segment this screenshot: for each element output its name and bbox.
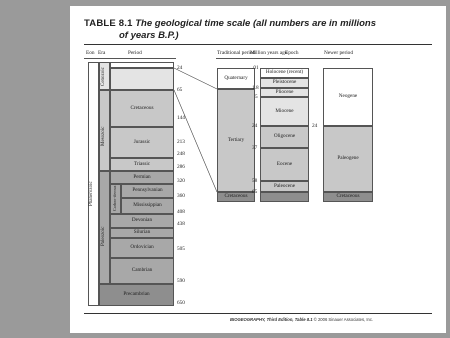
- epoch-holocene-label: Holocene (recent): [265, 69, 304, 76]
- epoch-age-label: 65: [252, 189, 258, 195]
- credit-copyright: © 2006 Sinauer Associates, Inc.: [313, 317, 374, 322]
- epoch-pleistocene: [260, 78, 309, 88]
- epoch-age-label: 1.8: [252, 85, 259, 91]
- epoch-oligocene: [260, 126, 309, 148]
- epoch-holocene: [260, 68, 309, 78]
- age-label: 144: [177, 115, 185, 121]
- header-traditional-period: Traditional period: [217, 50, 256, 56]
- epoch-eocene: [260, 148, 309, 181]
- newer-neogene-label: Neogene: [338, 93, 358, 100]
- traditional-quaternary-label: Quaternary: [224, 74, 248, 81]
- epoch-paleocene-label: Paleocene: [273, 182, 296, 189]
- epoch-pleistocene-label: Pleistocene: [272, 79, 297, 86]
- period-permian-label: Permian: [133, 173, 151, 180]
- footer-rule: [84, 313, 432, 314]
- period-jurassic-label: Jurassic: [133, 138, 151, 145]
- newer-cretaceous-label: Cretaceous: [336, 193, 360, 200]
- epoch-miocene: [260, 97, 309, 126]
- epoch-oligocene-label: Oligocene: [273, 133, 296, 140]
- epoch-age-label: 58: [252, 178, 258, 184]
- epoch-pliocene-label: Pliocene: [275, 88, 294, 95]
- right-header-rule: [216, 58, 350, 59]
- age-label: 213: [177, 139, 185, 145]
- period-ordovician-label: Ordovician: [130, 244, 154, 251]
- epoch-pliocene: [260, 88, 309, 97]
- epoch-age-label: 5: [255, 94, 258, 100]
- header-epoch: Epoch: [285, 50, 299, 56]
- age-label: 286: [177, 164, 185, 170]
- epoch-age-label: 24: [252, 123, 258, 129]
- table-caption-line2: of years B.P.): [119, 30, 179, 41]
- period-precambrian-label: Precambrian: [123, 291, 150, 298]
- period-cretaceous-label: Cretaceous: [130, 104, 154, 111]
- traditional-cretaceous: [217, 192, 255, 202]
- table-label: TABLE 8.1: [84, 18, 133, 29]
- header-era: Era: [98, 50, 106, 56]
- traditional-quaternary: [217, 68, 255, 89]
- epoch-miocene-label: Miocene: [275, 107, 294, 114]
- credit-book: BIOGEOGRAPHY, Third Edition, Table 8.1: [230, 317, 313, 322]
- newer-neogene: [323, 68, 373, 126]
- figure-credit: [230, 317, 373, 322]
- era-cenozoic-label: Cenozoic: [101, 67, 106, 86]
- period-cambrian-label: Cambrian: [131, 267, 153, 274]
- period-triassic-label: Triassic: [133, 160, 151, 167]
- header-period: Period: [128, 50, 142, 56]
- table-caption-line1: The geological time scale (all numbers are in millions: [135, 18, 376, 29]
- traditional-cretaceous-label: Cretaceous: [224, 193, 248, 200]
- era-mesozoic-label: Mesozoic: [101, 126, 106, 146]
- newer-cretaceous: [323, 192, 373, 202]
- epoch-paleocene: [260, 181, 309, 192]
- traditional-tertiary-label: Tertiary: [227, 136, 245, 143]
- header-newer-period: Newer period: [324, 50, 353, 56]
- epoch-age-label: .01: [252, 65, 259, 71]
- epoch-cretaceous-fill: [260, 192, 309, 202]
- newer-paleogene-label: Paleogene: [337, 155, 359, 162]
- age-label: 408: [177, 209, 185, 215]
- period-pennsylvanian-label: Pennsylvanian: [132, 187, 163, 194]
- header-eon: Eon: [86, 50, 95, 56]
- period-mississippian-label: Mississippian: [133, 202, 162, 209]
- age-label: 320: [177, 178, 185, 184]
- period-devonian-label: Devonian: [131, 217, 153, 224]
- epoch-eocene-label: Eocene: [276, 160, 293, 167]
- epoch-age-label: 37: [252, 145, 258, 151]
- eon-label: Phanerozoic: [89, 181, 94, 206]
- age-label: 590: [177, 278, 185, 284]
- newer-paleogene: [323, 126, 373, 192]
- age-label: 505: [177, 246, 185, 252]
- age-label: 248: [177, 151, 185, 157]
- document-page: [70, 6, 446, 333]
- era-paleozoic-label: Paleozoic: [101, 226, 106, 246]
- era-carboniferous-label: Carbon-iferous: [112, 185, 117, 211]
- age-label: 65: [177, 87, 183, 93]
- age-label: 24: [177, 65, 183, 71]
- period-silurian-label: Silurian: [133, 229, 151, 236]
- newer-age-label: 24: [312, 123, 318, 129]
- age-label: 438: [177, 221, 185, 227]
- age-label: 360: [177, 193, 185, 199]
- header-million-years: Million years ago: [250, 50, 288, 56]
- age-label: 650: [177, 300, 185, 306]
